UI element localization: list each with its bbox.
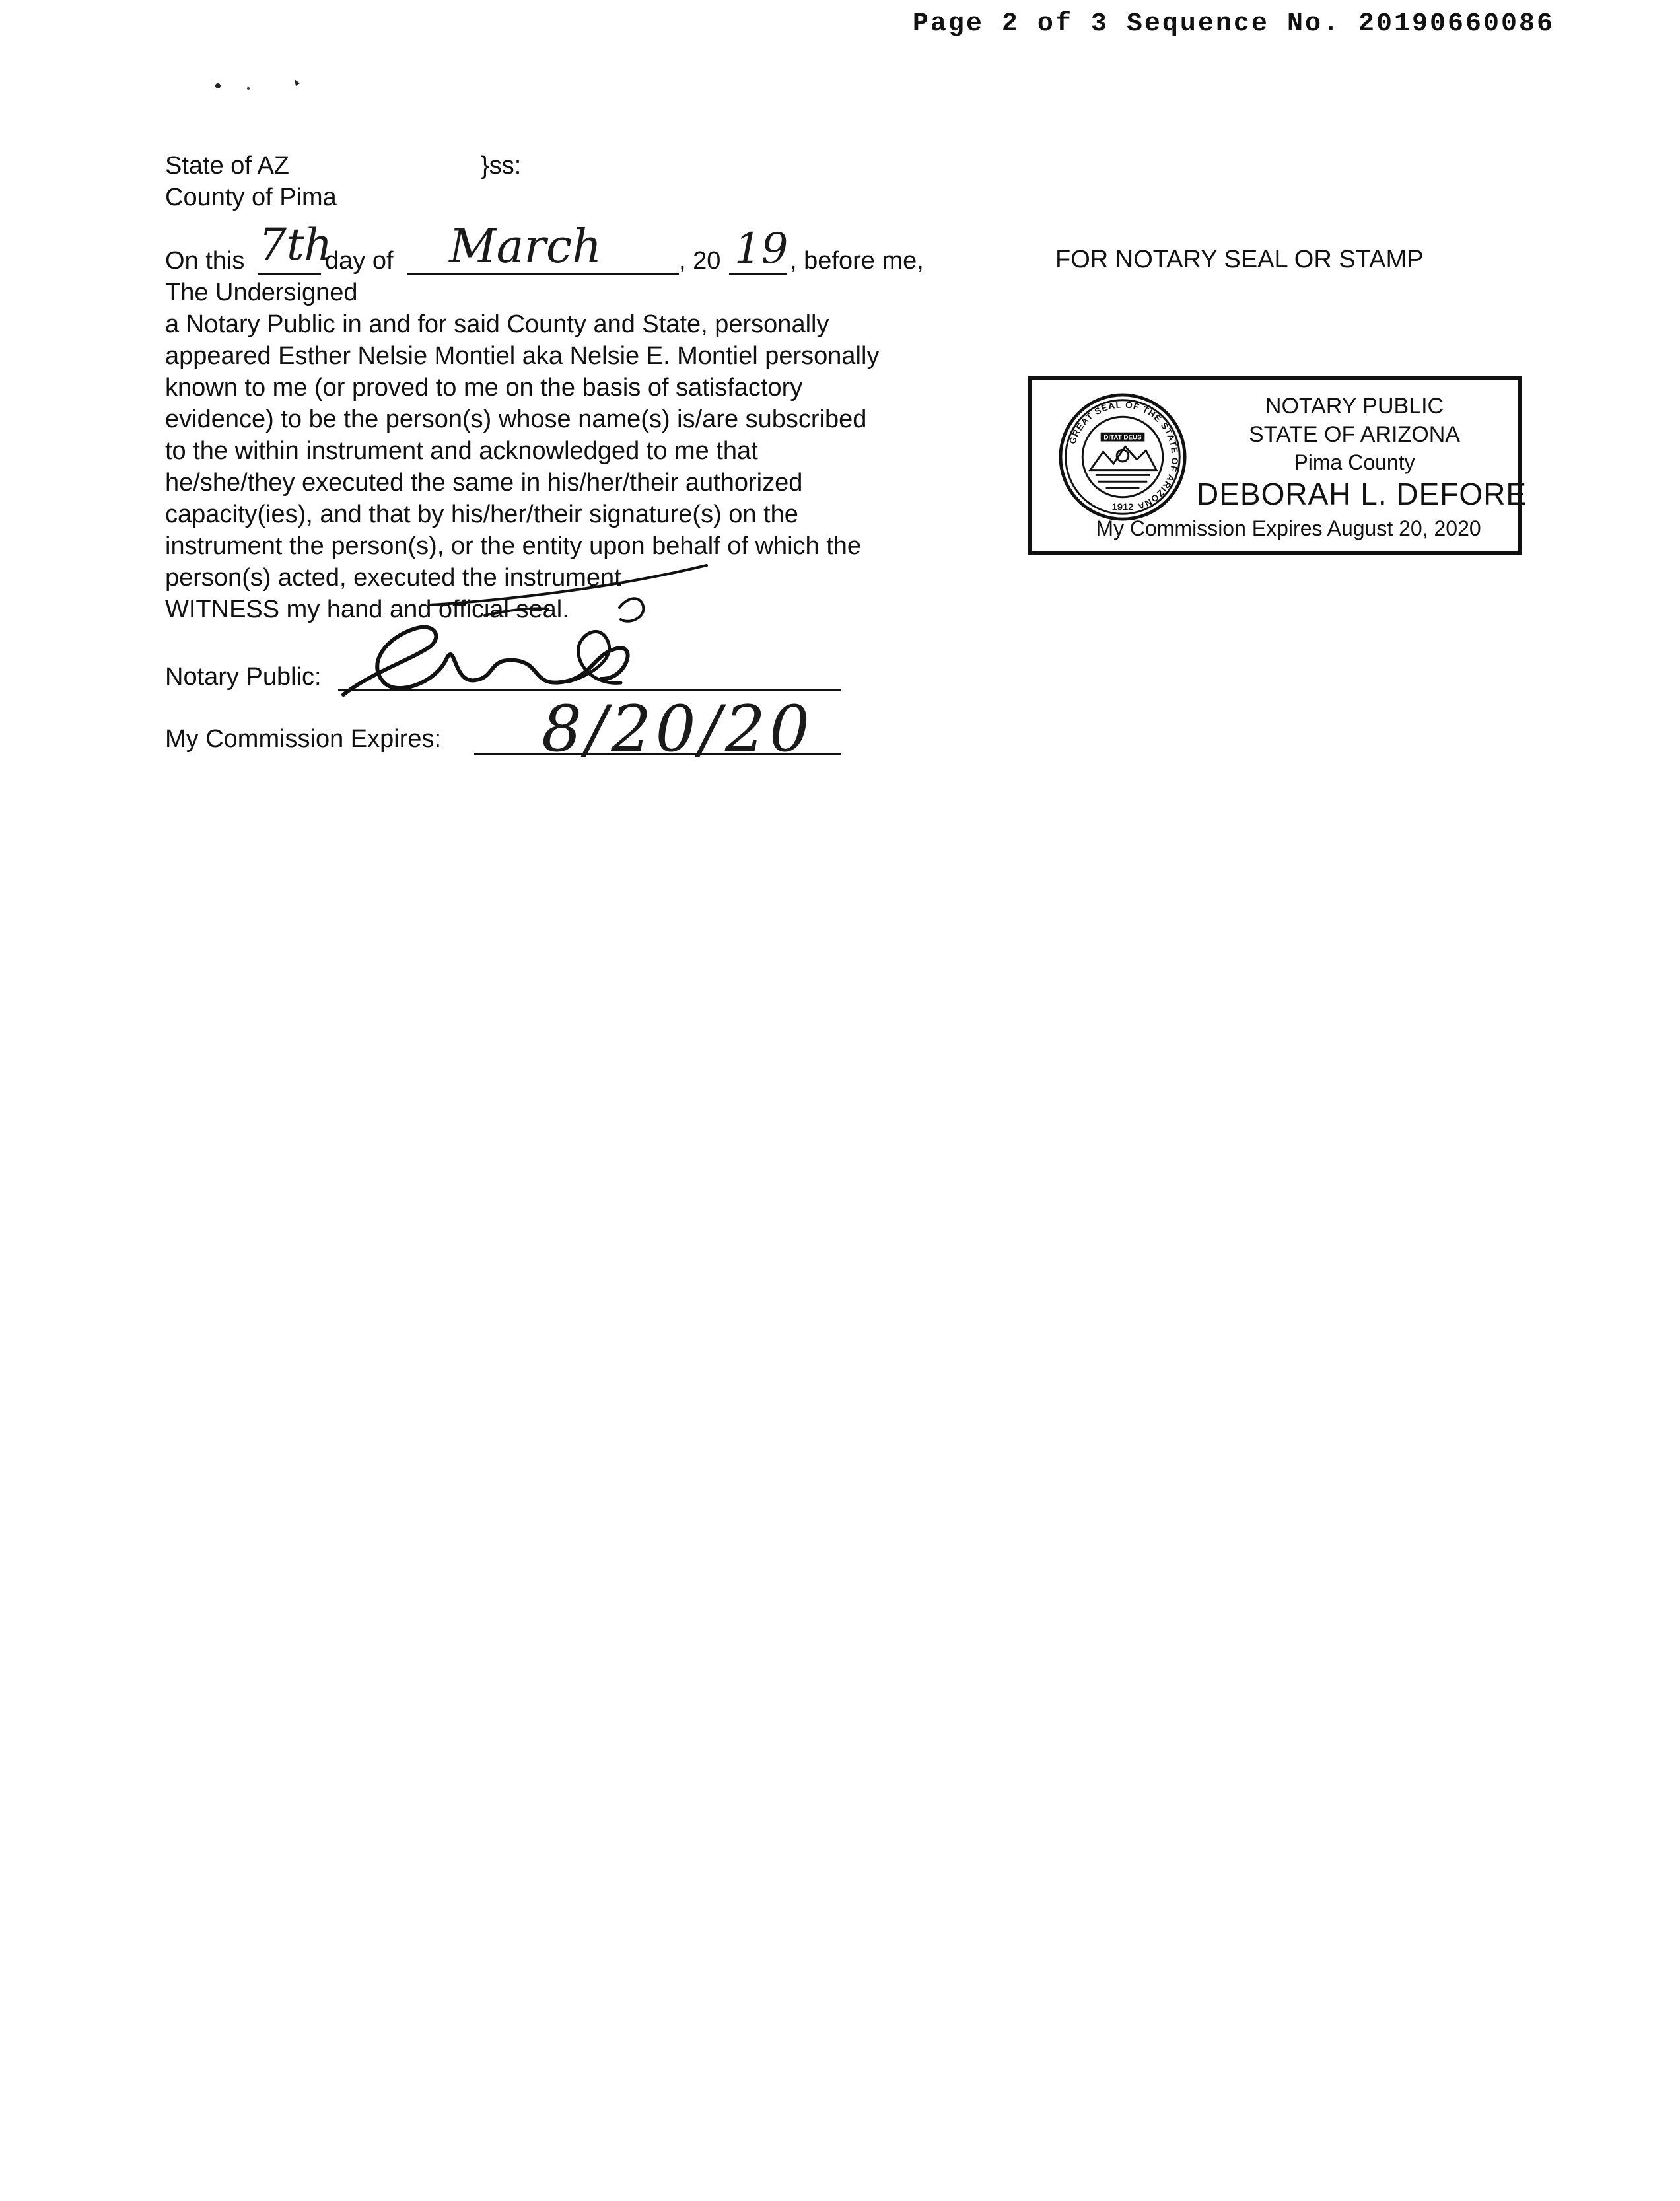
witness-line: WITNESS my hand and official seal. xyxy=(165,596,569,623)
stamp-commission-expires: My Commission Expires August 20, 2020 xyxy=(1096,516,1481,540)
year-handwritten: 19 xyxy=(734,225,788,273)
stamp-county: Pima County xyxy=(1294,450,1415,474)
notary-public-label: Notary Public: xyxy=(165,663,322,691)
venue-state: State of AZ xyxy=(165,152,289,180)
notary-signature xyxy=(330,542,766,707)
venue-ss: }ss: xyxy=(481,152,522,180)
ack-body-line: person(s) acted, executed the instrument xyxy=(165,564,621,592)
on-this-label: On this xyxy=(165,247,245,275)
commission-expires-handwritten: 8/20/20 xyxy=(542,692,814,766)
year-prefix: , 20 xyxy=(679,247,721,275)
ack-body-line: known to me (or proved to me on the basis of satisfactory xyxy=(165,374,803,402)
month-blank xyxy=(407,273,679,275)
day-blank xyxy=(258,273,321,275)
arizona-state-seal-icon xyxy=(1058,392,1187,522)
ack-body-line: to the within instrument and acknowledged to me that xyxy=(165,437,758,465)
ack-body-line: he/she/they executed the same in his/her/their authorized xyxy=(165,469,803,497)
scan-specks xyxy=(211,73,317,99)
svg-text:1912: 1912 xyxy=(1111,502,1134,513)
stamp-title: NOTARY PUBLIC xyxy=(1265,394,1444,419)
stamp-notary-name: DEBORAH L. DEFORE xyxy=(1197,477,1527,511)
year-blank xyxy=(729,273,787,275)
before-me-label: , before me, xyxy=(790,247,924,275)
ack-body-line: evidence) to be the person(s) whose name(s) is/are subscribed xyxy=(165,405,867,433)
commission-expires-label: My Commission Expires: xyxy=(165,725,442,753)
day-handwritten: 7th xyxy=(259,219,333,270)
officer-title: The Undersigned xyxy=(165,279,358,306)
ack-body-line: a Notary Public in and for said County and State, personally xyxy=(165,310,829,338)
page-sequence-header: Page 2 of 3 Sequence No. 20190660086 xyxy=(912,9,1555,39)
svg-text:GREAT SEAL OF THE STATE OF ARI: GREAT SEAL OF THE STATE OF ARIZONA xyxy=(1067,400,1180,512)
month-handwritten: March xyxy=(449,219,602,273)
svg-text:DITAT DEUS: DITAT DEUS xyxy=(1103,434,1142,442)
venue-county: County of Pima xyxy=(165,184,337,211)
ack-body-line: capacity(ies), and that by his/her/their signature(s) on the xyxy=(165,501,798,528)
ack-body-line: appeared Esther Nelsie Montiel aka Nelsie E. Montiel personally xyxy=(165,342,880,370)
seal-area-label: FOR NOTARY SEAL OR STAMP xyxy=(1055,246,1424,273)
notary-stamp xyxy=(1028,376,1527,555)
day-of-label: day of xyxy=(325,247,394,275)
ack-body-line: instrument the person(s), or the entity upon behalf of which the xyxy=(165,532,862,560)
stamp-state: STATE OF ARIZONA xyxy=(1249,422,1460,447)
